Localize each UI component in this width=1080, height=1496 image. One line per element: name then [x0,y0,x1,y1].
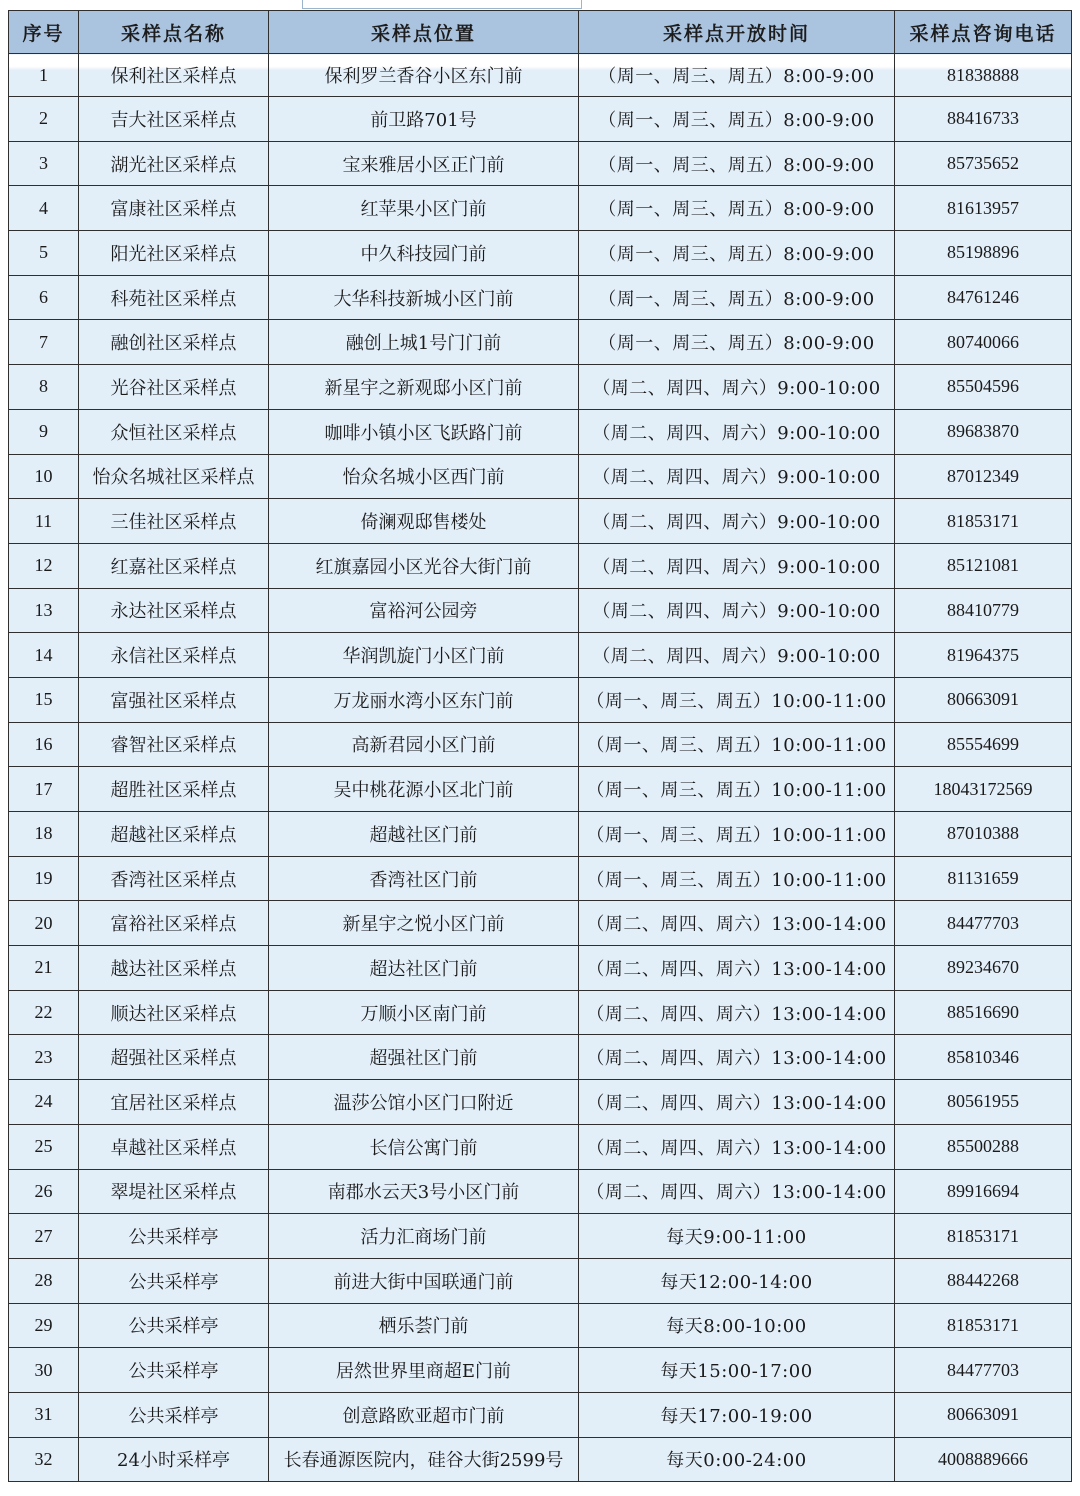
cell-phone: 81964375 [895,633,1072,678]
cell-location: 万顺小区南门前 [269,990,579,1035]
table-row [9,1124,1072,1169]
cell-hours: （周一、周三、周五）8:00-9:00 [579,320,895,365]
table-row [9,1035,1072,1080]
cell-name: 公共采样亭 [79,1258,269,1303]
cell-location: 活力汇商场门前 [269,1214,579,1259]
cell-index: 2 [9,97,79,142]
cell-name: 富强社区采样点 [79,677,269,722]
cell-name: 科苑社区采样点 [79,275,269,320]
cell-phone: 81838888 [895,54,1072,97]
cell-name: 超越社区采样点 [79,812,269,857]
table-body [9,54,1072,1482]
cell-phone: 81853171 [895,1214,1072,1259]
table-row [9,543,1072,588]
cell-phone: 88442268 [895,1258,1072,1303]
table-row [9,990,1072,1035]
cell-index: 25 [9,1124,79,1169]
table-row [9,1348,1072,1393]
cell-hours: （周二、周四、周六）13:00-14:00 [579,1080,895,1125]
cell-location: 融创上城1号门门前 [269,320,579,365]
cell-location: 倚澜观邸售楼处 [269,499,579,544]
cell-hours: （周一、周三、周五）10:00-11:00 [579,677,895,722]
table-row [9,186,1072,231]
table-row [9,320,1072,365]
table-row [9,409,1072,454]
table-row [9,499,1072,544]
cell-index: 20 [9,901,79,946]
cell-phone: 84477703 [895,1348,1072,1393]
cell-name: 湖光社区采样点 [79,141,269,186]
cell-phone: 81613957 [895,186,1072,231]
cell-name: 吉大社区采样点 [79,97,269,142]
cell-phone: 81131659 [895,856,1072,901]
sampling-points-table [8,10,1072,1482]
cell-phone: 85500288 [895,1124,1072,1169]
table-row [9,1169,1072,1214]
cell-location: 吴中桃花源小区北门前 [269,767,579,812]
table-row [9,767,1072,812]
header-phone: 采样点咨询电话 [895,11,1072,54]
cell-name: 阳光社区采样点 [79,231,269,276]
cell-hours: （周二、周四、周六）13:00-14:00 [579,1169,895,1214]
cell-name: 公共采样亭 [79,1392,269,1437]
cell-phone: 89916694 [895,1169,1072,1214]
cell-hours: （周二、周四、周六）13:00-14:00 [579,1124,895,1169]
table-row [9,275,1072,320]
table-row [9,54,1072,97]
top-strip-decoration [302,0,582,9]
cell-index: 9 [9,409,79,454]
header-location: 采样点位置 [269,11,579,54]
table-row [9,588,1072,633]
cell-index: 18 [9,812,79,857]
cell-hours: （周二、周四、周六）13:00-14:00 [579,990,895,1035]
cell-phone: 88516690 [895,990,1072,1035]
cell-name: 香湾社区采样点 [79,856,269,901]
cell-hours: （周二、周四、周六）13:00-14:00 [579,1035,895,1080]
table-header [9,11,1072,54]
cell-location: 新星宇之悦小区门前 [269,901,579,946]
cell-name: 超胜社区采样点 [79,767,269,812]
cell-location: 宝来雅居小区正门前 [269,141,579,186]
cell-name: 24小时采样亭 [79,1437,269,1482]
cell-name: 怡众名城社区采样点 [79,454,269,499]
cell-phone: 18043172569 [895,767,1072,812]
cell-hours: （周二、周四、周六）9:00-10:00 [579,409,895,454]
cell-phone: 80663091 [895,677,1072,722]
cell-hours: （周一、周三、周五）10:00-11:00 [579,722,895,767]
cell-hours: （周二、周四、周六）9:00-10:00 [579,454,895,499]
cell-index: 31 [9,1392,79,1437]
cell-location: 怡众名城小区西门前 [269,454,579,499]
cell-name: 永达社区采样点 [79,588,269,633]
cell-index: 11 [9,499,79,544]
cell-hours: 每天12:00-14:00 [579,1258,895,1303]
cell-location: 前卫路701号 [269,97,579,142]
cell-phone: 81853171 [895,499,1072,544]
table-row [9,1392,1072,1437]
cell-index: 13 [9,588,79,633]
cell-name: 公共采样亭 [79,1303,269,1348]
header-row [9,11,1072,54]
cell-index: 10 [9,454,79,499]
cell-hours: （周二、周四、周六）13:00-14:00 [579,901,895,946]
cell-phone: 80663091 [895,1392,1072,1437]
cell-index: 29 [9,1303,79,1348]
cell-index: 4 [9,186,79,231]
cell-hours: （周二、周四、周六）9:00-10:00 [579,633,895,678]
cell-location: 前进大街中国联通门前 [269,1258,579,1303]
cell-phone: 80740066 [895,320,1072,365]
cell-index: 26 [9,1169,79,1214]
table-row [9,1080,1072,1125]
cell-hours: 每天9:00-11:00 [579,1214,895,1259]
cell-name: 融创社区采样点 [79,320,269,365]
cell-name: 超强社区采样点 [79,1035,269,1080]
cell-location: 长春通源医院内，硅谷大街2599号 [269,1437,579,1482]
cell-index: 7 [9,320,79,365]
table-row [9,97,1072,142]
cell-index: 23 [9,1035,79,1080]
cell-index: 27 [9,1214,79,1259]
cell-hours: （周一、周三、周五）8:00-9:00 [579,231,895,276]
cell-phone: 84761246 [895,275,1072,320]
cell-location: 南郡水云天3号小区门前 [269,1169,579,1214]
cell-phone: 89683870 [895,409,1072,454]
cell-hours: （周二、周四、周六）9:00-10:00 [579,365,895,410]
cell-hours: （周一、周三、周五）8:00-9:00 [579,54,895,97]
cell-name: 光谷社区采样点 [79,365,269,410]
cell-name: 睿智社区采样点 [79,722,269,767]
cell-index: 3 [9,141,79,186]
cell-hours: （周二、周四、周六）9:00-10:00 [579,588,895,633]
table-row [9,231,1072,276]
cell-location: 香湾社区门前 [269,856,579,901]
cell-name: 翠堤社区采样点 [79,1169,269,1214]
table-row [9,946,1072,991]
cell-name: 永信社区采样点 [79,633,269,678]
cell-hours: 每天17:00-19:00 [579,1392,895,1437]
cell-index: 17 [9,767,79,812]
cell-hours: 每天15:00-17:00 [579,1348,895,1393]
table-row [9,722,1072,767]
cell-name: 众恒社区采样点 [79,409,269,454]
cell-location: 富裕河公园旁 [269,588,579,633]
cell-name: 保利社区采样点 [79,54,269,97]
cell-name: 富裕社区采样点 [79,901,269,946]
cell-phone: 85735652 [895,141,1072,186]
cell-hours: （周一、周三、周五）10:00-11:00 [579,812,895,857]
cell-location: 咖啡小镇小区飞跃路门前 [269,409,579,454]
table-row [9,901,1072,946]
cell-index: 14 [9,633,79,678]
cell-index: 15 [9,677,79,722]
cell-location: 华润凯旋门小区门前 [269,633,579,678]
cell-index: 6 [9,275,79,320]
cell-location: 超达社区门前 [269,946,579,991]
cell-index: 16 [9,722,79,767]
cell-phone: 85121081 [895,543,1072,588]
cell-hours: （周二、周四、周六）13:00-14:00 [579,946,895,991]
table-row [9,1437,1072,1482]
cell-phone: 85810346 [895,1035,1072,1080]
cell-phone: 85554699 [895,722,1072,767]
cell-hours: （周一、周三、周五）8:00-9:00 [579,97,895,142]
table-row [9,812,1072,857]
table-row [9,633,1072,678]
cell-phone: 87010388 [895,812,1072,857]
table-row [9,1303,1072,1348]
cell-index: 19 [9,856,79,901]
cell-index: 12 [9,543,79,588]
cell-location: 长信公寓门前 [269,1124,579,1169]
cell-phone: 85504596 [895,365,1072,410]
cell-location: 居然世界里商超E门前 [269,1348,579,1393]
cell-location: 栖乐荟门前 [269,1303,579,1348]
cell-phone: 85198896 [895,231,1072,276]
cell-hours: 每天8:00-10:00 [579,1303,895,1348]
header-hours: 采样点开放时间 [579,11,895,54]
cell-location: 高新君园小区门前 [269,722,579,767]
table-row [9,677,1072,722]
cell-name: 顺达社区采样点 [79,990,269,1035]
table-row [9,1258,1072,1303]
cell-phone: 88416733 [895,97,1072,142]
cell-location: 中久科技园门前 [269,231,579,276]
cell-name: 公共采样亭 [79,1348,269,1393]
cell-name: 越达社区采样点 [79,946,269,991]
cell-index: 30 [9,1348,79,1393]
table-row [9,365,1072,410]
cell-phone: 81853171 [895,1303,1072,1348]
cell-index: 1 [9,54,79,97]
header-index: 序号 [9,11,79,54]
cell-index: 5 [9,231,79,276]
cell-location: 创意路欧亚超市门前 [269,1392,579,1437]
table-row [9,856,1072,901]
cell-name: 富康社区采样点 [79,186,269,231]
cell-name: 公共采样亭 [79,1214,269,1259]
cell-location: 红苹果小区门前 [269,186,579,231]
cell-index: 21 [9,946,79,991]
cell-phone: 4008889666 [895,1437,1072,1482]
table-row [9,141,1072,186]
cell-location: 红旗嘉园小区光谷大街门前 [269,543,579,588]
cell-name: 红嘉社区采样点 [79,543,269,588]
cell-location: 超强社区门前 [269,1035,579,1080]
cell-index: 32 [9,1437,79,1482]
header-name: 采样点名称 [79,11,269,54]
cell-phone: 88410779 [895,588,1072,633]
cell-phone: 80561955 [895,1080,1072,1125]
cell-hours: （周一、周三、周五）8:00-9:00 [579,141,895,186]
cell-index: 28 [9,1258,79,1303]
cell-location: 新星宇之新观邸小区门前 [269,365,579,410]
table-row [9,1214,1072,1259]
cell-hours: （周一、周三、周五）8:00-9:00 [579,186,895,231]
cell-name: 三佳社区采样点 [79,499,269,544]
cell-hours: （周一、周三、周五）8:00-9:00 [579,275,895,320]
cell-hours: （周二、周四、周六）9:00-10:00 [579,499,895,544]
cell-phone: 87012349 [895,454,1072,499]
cell-location: 保利罗兰香谷小区东门前 [269,54,579,97]
cell-index: 22 [9,990,79,1035]
cell-hours: （周二、周四、周六）9:00-10:00 [579,543,895,588]
cell-location: 超越社区门前 [269,812,579,857]
cell-name: 卓越社区采样点 [79,1124,269,1169]
cell-location: 大华科技新城小区门前 [269,275,579,320]
cell-hours: 每天0:00-24:00 [579,1437,895,1482]
table-row [9,454,1072,499]
cell-location: 万龙丽水湾小区东门前 [269,677,579,722]
cell-index: 24 [9,1080,79,1125]
cell-hours: （周一、周三、周五）10:00-11:00 [579,767,895,812]
cell-location: 温莎公馆小区门口附近 [269,1080,579,1125]
cell-hours: （周一、周三、周五）10:00-11:00 [579,856,895,901]
cell-index: 8 [9,365,79,410]
cell-phone: 89234670 [895,946,1072,991]
cell-name: 宜居社区采样点 [79,1080,269,1125]
cell-phone: 84477703 [895,901,1072,946]
